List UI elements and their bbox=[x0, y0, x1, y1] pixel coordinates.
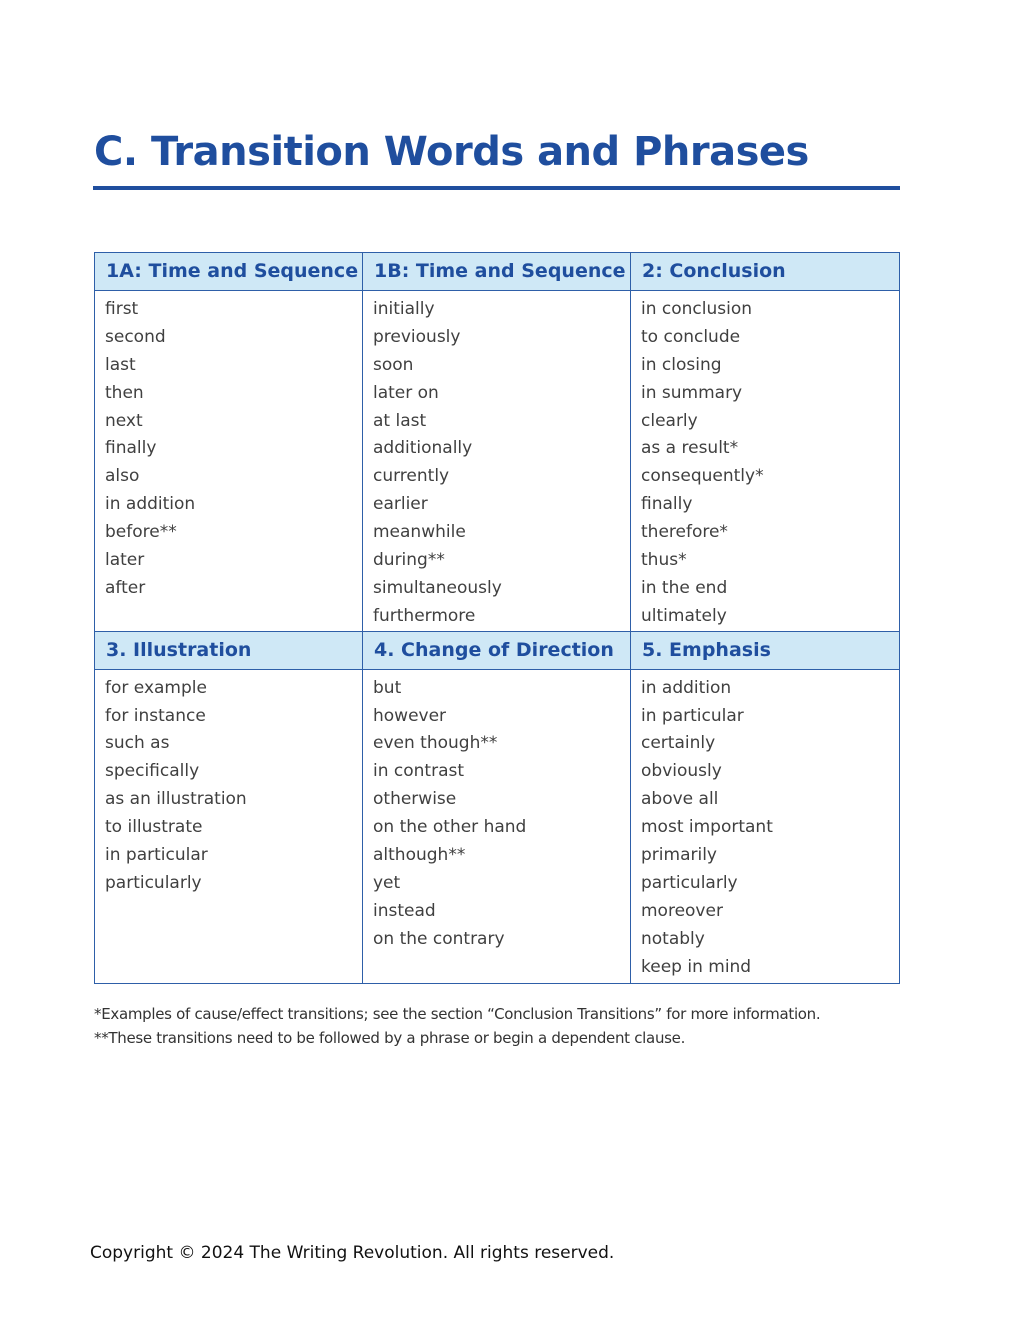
list-item: second bbox=[105, 326, 166, 347]
list-item: in particular bbox=[105, 845, 208, 866]
list-item: at last bbox=[373, 410, 427, 431]
table-row bbox=[95, 669, 900, 984]
word-list bbox=[641, 296, 889, 631]
list-item: notably bbox=[641, 928, 705, 949]
list-item: during** bbox=[373, 550, 445, 571]
list-item: specifically bbox=[105, 761, 200, 782]
column-heading-conclusion: 2: Conclusion bbox=[631, 253, 900, 291]
list-item: additionally bbox=[373, 438, 473, 459]
list-item: earlier bbox=[373, 494, 428, 515]
list-item: on the other hand bbox=[373, 817, 527, 838]
list-item: moreover bbox=[641, 900, 723, 921]
footnotes bbox=[94, 1002, 914, 1050]
column-heading-emphasis: 5. Emphasis bbox=[631, 631, 900, 669]
list-item: particularly bbox=[105, 872, 202, 893]
list-item: although** bbox=[373, 845, 466, 866]
list-item: as an illustration bbox=[105, 789, 247, 810]
list-item: to illustrate bbox=[105, 817, 203, 838]
word-list bbox=[373, 675, 620, 954]
footnote-dependent-clause: **These transitions need to be followed by a phrase or begin a dependent clause. bbox=[94, 1029, 686, 1047]
list-item: particularly bbox=[641, 872, 738, 893]
list-item: yet bbox=[373, 872, 401, 893]
list-item: keep in mind bbox=[641, 956, 752, 977]
list-item: then bbox=[105, 382, 144, 403]
table-header-row bbox=[95, 631, 900, 669]
list-item: first bbox=[105, 299, 139, 319]
list-item: in the end bbox=[641, 577, 728, 598]
list-item: later bbox=[105, 550, 145, 571]
word-list bbox=[373, 296, 620, 631]
copyright-notice: Copyright © 2024 The Writing Revolution. All rights reserved. bbox=[90, 1243, 615, 1263]
list-item: in addition bbox=[641, 677, 732, 698]
list-item: instead bbox=[373, 900, 436, 921]
list-item: also bbox=[105, 466, 140, 487]
transition-words-table bbox=[94, 252, 900, 984]
list-item: later on bbox=[373, 382, 439, 403]
word-list-cell-emphasis bbox=[631, 669, 900, 984]
list-item: furthermore bbox=[373, 605, 476, 626]
column-heading-time-sequence-1b: 1B: Time and Sequence bbox=[363, 253, 631, 291]
list-item: after bbox=[105, 577, 146, 598]
table-header-row bbox=[95, 253, 900, 291]
word-list bbox=[105, 675, 352, 898]
list-item: however bbox=[373, 705, 447, 726]
list-item: to conclude bbox=[641, 326, 741, 347]
column-heading-time-sequence-1a: 1A: Time and Sequence bbox=[95, 253, 363, 291]
list-item: finally bbox=[105, 438, 157, 459]
list-item: above all bbox=[641, 789, 719, 810]
list-item: for example bbox=[105, 677, 207, 698]
column-heading-change-of-direction: 4. Change of Direction bbox=[363, 631, 631, 669]
list-item: for instance bbox=[105, 705, 206, 726]
word-list-cell-illustration bbox=[95, 669, 363, 984]
word-list-cell-conclusion bbox=[631, 291, 900, 632]
list-item: in contrast bbox=[373, 761, 465, 782]
word-list bbox=[641, 675, 889, 982]
list-item: most important bbox=[641, 817, 773, 838]
list-item: in closing bbox=[641, 354, 722, 375]
list-item: previously bbox=[373, 326, 461, 347]
list-item: certainly bbox=[641, 733, 716, 754]
word-list-cell-change-of-direction bbox=[363, 669, 631, 984]
table-row bbox=[95, 291, 900, 632]
list-item: soon bbox=[373, 354, 414, 375]
list-item: in addition bbox=[105, 494, 196, 515]
word-list-cell-time-sequence-1b bbox=[363, 291, 631, 632]
page-title: C. Transition Words and Phrases bbox=[94, 129, 809, 175]
list-item: last bbox=[105, 354, 136, 375]
list-item: currently bbox=[373, 466, 450, 487]
list-item: next bbox=[105, 410, 143, 431]
list-item: on the contrary bbox=[373, 928, 505, 949]
word-list bbox=[105, 296, 352, 603]
list-item: before** bbox=[105, 522, 177, 543]
list-item: initially bbox=[373, 299, 435, 319]
footnote-cause-effect: *Examples of cause/effect transitions; see the section “Conclusion Transitions” for more information. bbox=[94, 1005, 821, 1023]
title-divider bbox=[93, 186, 900, 190]
list-item: ultimately bbox=[641, 605, 727, 626]
list-item: primarily bbox=[641, 845, 717, 866]
list-item: in conclusion bbox=[641, 299, 753, 319]
list-item: clearly bbox=[641, 410, 698, 431]
list-item: in particular bbox=[641, 705, 744, 726]
list-item: as a result* bbox=[641, 438, 739, 459]
list-item: in summary bbox=[641, 382, 743, 403]
list-item: consequently* bbox=[641, 466, 764, 487]
list-item: simultaneously bbox=[373, 577, 502, 598]
word-list-cell-time-sequence-1a bbox=[95, 291, 363, 632]
list-item: thus* bbox=[641, 550, 687, 571]
list-item: meanwhile bbox=[373, 522, 466, 543]
list-item: obviously bbox=[641, 761, 722, 782]
list-item: such as bbox=[105, 733, 170, 754]
list-item: but bbox=[373, 677, 402, 698]
list-item: otherwise bbox=[373, 789, 457, 810]
list-item: even though** bbox=[373, 733, 498, 754]
list-item: therefore* bbox=[641, 522, 728, 543]
list-item: finally bbox=[641, 494, 693, 515]
column-heading-illustration: 3. Illustration bbox=[95, 631, 363, 669]
